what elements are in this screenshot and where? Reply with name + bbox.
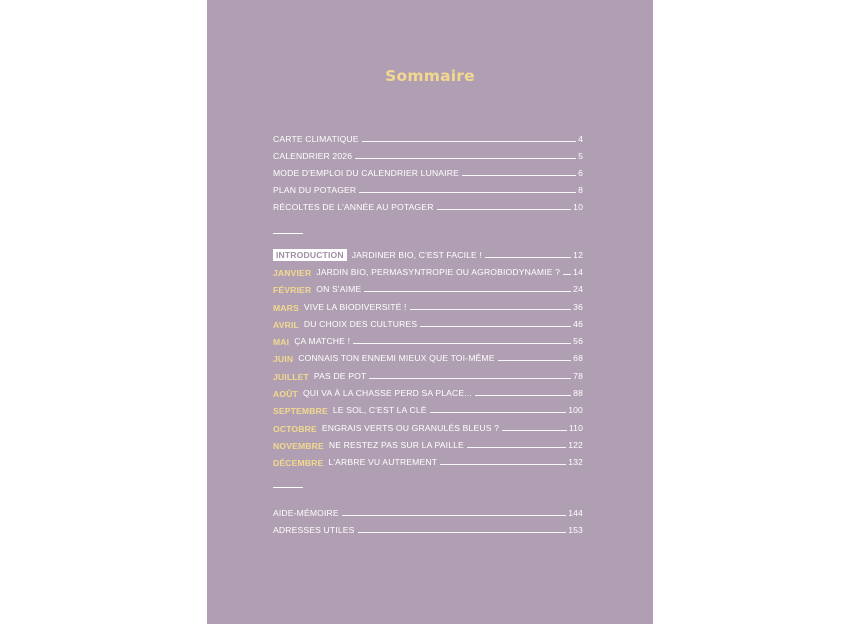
month-label: SEPTEMBRE bbox=[273, 406, 328, 416]
toc-entry-label: CALENDRIER 2026 bbox=[273, 151, 353, 161]
toc-entry-label: RÉCOLTES DE L'ANNÉE AU POTAGER bbox=[273, 202, 434, 212]
leader-line bbox=[364, 291, 571, 292]
month-label: JANVIER bbox=[273, 268, 312, 278]
toc-entry-mars bbox=[273, 297, 583, 313]
toc-entry-page: 10 bbox=[573, 202, 583, 212]
toc-entry-label: PAS DE POT bbox=[313, 371, 367, 381]
toc-entry-recoltes bbox=[273, 197, 583, 213]
leader-line bbox=[342, 515, 566, 516]
toc-entry-page: 24 bbox=[573, 284, 583, 294]
toc-entry-page: 56 bbox=[573, 336, 583, 346]
toc-entry-page: 4 bbox=[578, 134, 583, 144]
leader-line bbox=[359, 192, 576, 193]
toc-entry-page: 46 bbox=[573, 319, 583, 329]
toc-entry-juillet bbox=[273, 366, 583, 382]
toc-entry-label: AIDE-MÉMOIRE bbox=[273, 508, 339, 518]
leader-line bbox=[502, 430, 567, 431]
leader-line bbox=[362, 141, 576, 142]
toc-entry-avril bbox=[273, 314, 583, 330]
leader-line bbox=[437, 209, 572, 210]
leader-line bbox=[563, 274, 571, 275]
month-label: AVRIL bbox=[273, 320, 299, 330]
toc-entry-aout bbox=[273, 383, 583, 399]
leader-line bbox=[485, 257, 571, 258]
toc-entry-label: ON S'AIME bbox=[316, 284, 362, 294]
toc-entry-label: LE SOL, C'EST LA CLÉ bbox=[332, 405, 427, 415]
toc-entry-aide-memoire bbox=[273, 503, 583, 519]
toc-entry-label: CONNAIS TON ENNEMI MIEUX QUE TOI-MÊME bbox=[298, 353, 495, 363]
toc-entry-page: 144 bbox=[568, 508, 583, 518]
introduction-tag: INTRODUCTION bbox=[273, 249, 347, 261]
toc-entry-plan-potager bbox=[273, 180, 583, 196]
section-divider bbox=[273, 487, 303, 488]
toc-entry-mai bbox=[273, 331, 583, 347]
toc-entry-septembre bbox=[273, 400, 583, 416]
toc-entry-page: 12 bbox=[573, 250, 583, 260]
toc-entry-carte-climatique bbox=[273, 129, 583, 145]
toc-entry-page: 100 bbox=[568, 405, 583, 415]
month-label: MARS bbox=[273, 303, 299, 313]
toc-entry-decembre bbox=[273, 452, 583, 468]
leader-line bbox=[498, 360, 572, 361]
toc-entry-label: JARDINER BIO, C'EST FACILE ! bbox=[351, 250, 483, 260]
leader-line bbox=[355, 158, 576, 159]
leader-line bbox=[475, 395, 571, 396]
leader-line bbox=[440, 464, 566, 465]
toc-entry-janvier bbox=[273, 262, 583, 278]
toc-entry-label: ÇA MATCHE ! bbox=[294, 336, 351, 346]
toc-entry-fevrier bbox=[273, 279, 583, 295]
toc-entry-page: 6 bbox=[578, 168, 583, 178]
toc-entry-page: 5 bbox=[578, 151, 583, 161]
toc-entry-mode-emploi bbox=[273, 163, 583, 179]
toc-entry-octobre bbox=[273, 418, 583, 434]
month-label: MAI bbox=[273, 337, 290, 347]
month-label: OCTOBRE bbox=[273, 424, 317, 434]
month-label: NOVEMBRE bbox=[273, 441, 324, 451]
leader-line bbox=[462, 175, 576, 176]
toc-entry-introduction bbox=[273, 245, 583, 261]
leader-line bbox=[353, 343, 571, 344]
page-title: Sommaire bbox=[385, 67, 475, 85]
toc-entry-label: L'ARBRE VU AUTREMENT bbox=[328, 457, 438, 467]
book-page bbox=[207, 0, 653, 624]
toc-entry-page: 68 bbox=[573, 353, 583, 363]
toc-entry-label: NE RESTEZ PAS SUR LA PAILLE bbox=[328, 440, 464, 450]
month-label: DÉCEMBRE bbox=[273, 458, 324, 468]
toc-entry-novembre bbox=[273, 435, 583, 451]
leader-line bbox=[467, 447, 566, 448]
leader-line bbox=[358, 532, 567, 533]
toc-entry-adresses-utiles bbox=[273, 520, 583, 536]
toc-entry-page: 132 bbox=[568, 457, 583, 467]
toc-entry-calendrier bbox=[273, 146, 583, 162]
toc-entry-page: 14 bbox=[573, 267, 583, 277]
leader-line bbox=[369, 378, 571, 379]
month-label: JUILLET bbox=[273, 372, 309, 382]
toc-entry-label: MODE D'EMPLOI DU CALENDRIER LUNAIRE bbox=[273, 168, 459, 178]
toc-entry-page: 153 bbox=[568, 525, 583, 535]
toc-entry-label: VIVE LA BIODIVERSITÉ ! bbox=[303, 302, 407, 312]
toc-entry-page: 88 bbox=[573, 388, 583, 398]
toc-entry-page: 8 bbox=[578, 185, 583, 195]
month-label: FÉVRIER bbox=[273, 285, 312, 295]
month-label: AOÛT bbox=[273, 389, 298, 399]
toc-entry-label: PLAN DU POTAGER bbox=[273, 185, 357, 195]
toc-entry-label: ADRESSES UTILES bbox=[273, 525, 355, 535]
leader-line bbox=[430, 412, 567, 413]
leader-line bbox=[420, 326, 571, 327]
toc-entry-label: JARDIN BIO, PERMASYNTROPIE OU AGROBIODYNAMIE ? bbox=[316, 267, 561, 277]
toc-entry-page: 78 bbox=[573, 371, 583, 381]
section-divider bbox=[273, 233, 303, 234]
toc-entry-juin bbox=[273, 348, 583, 364]
leader-line bbox=[410, 309, 572, 310]
toc-entry-label: CARTE CLIMATIQUE bbox=[273, 134, 359, 144]
month-label: JUIN bbox=[273, 354, 294, 364]
toc-entry-label: QUI VA À LA CHASSE PERD SA PLACE... bbox=[302, 388, 472, 398]
toc-entry-page: 122 bbox=[568, 440, 583, 450]
toc-entry-label: DU CHOIX DES CULTURES bbox=[303, 319, 418, 329]
toc-entry-page: 36 bbox=[573, 302, 583, 312]
toc-entry-page: 110 bbox=[568, 423, 583, 433]
toc-entry-label: ENGRAIS VERTS OU GRANULÉS BLEUS ? bbox=[321, 423, 500, 433]
